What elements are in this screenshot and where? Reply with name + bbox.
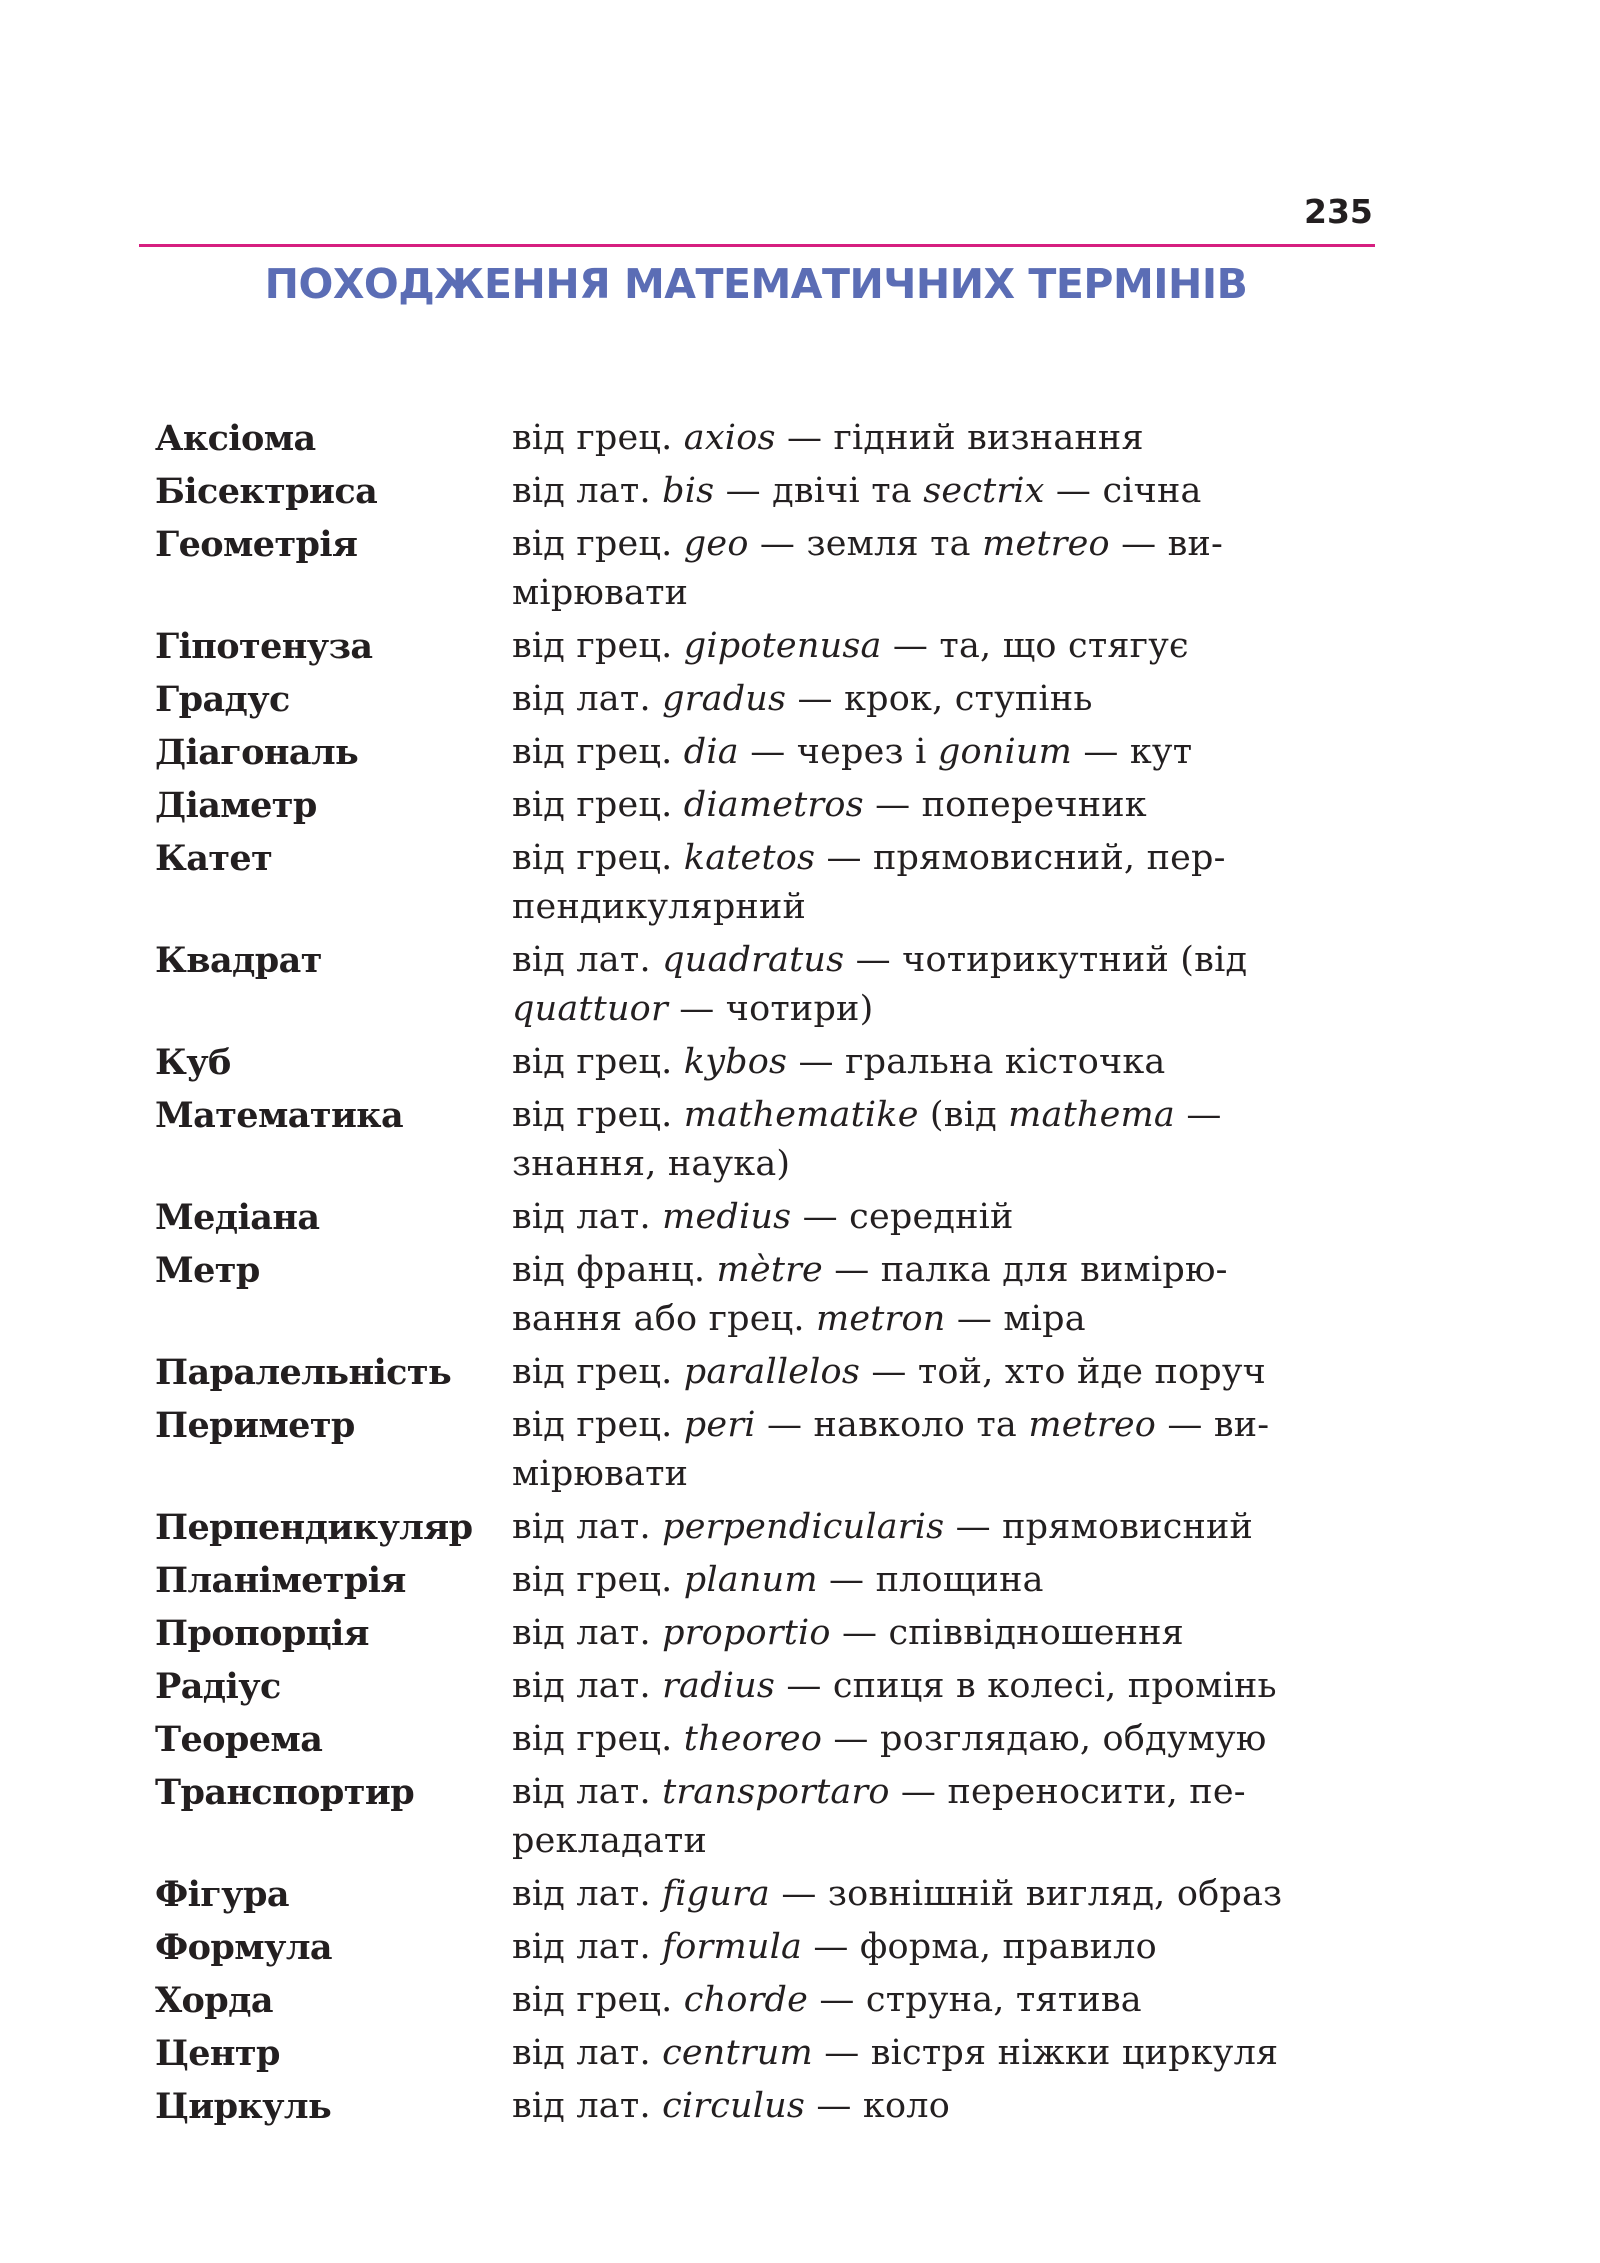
definition (512, 414, 1380, 463)
definition-text: пендикулярний (512, 887, 807, 927)
definition-text: від грец. (512, 838, 684, 878)
term: Фігура (155, 1874, 289, 1915)
definition-text: — спиця в колесі, промінь (775, 1666, 1277, 1706)
etymon: centrum (662, 2033, 813, 2073)
definition (512, 781, 1380, 830)
etymon: medius (662, 1197, 792, 1237)
glossary-entry (155, 675, 1380, 724)
definition-text: від грец. (512, 1042, 684, 1082)
glossary-entry (155, 1976, 1380, 2025)
term: Бісектриса (155, 471, 378, 512)
definition-text: (від (918, 1095, 1009, 1135)
etymon: proportio (662, 1613, 831, 1653)
definition-text: — прямовисний, пер- (815, 838, 1226, 878)
glossary-entry (155, 1246, 1380, 1344)
definition (512, 2082, 1380, 2131)
etymon: diametros (683, 785, 864, 825)
glossary-entry (155, 1715, 1380, 1764)
definition-text: від грец. (512, 418, 684, 458)
definition-text: — площина (817, 1560, 1044, 1600)
definition-text: мірювати (512, 573, 689, 613)
glossary-list (155, 414, 1380, 2135)
definition (512, 1091, 1380, 1189)
definition (512, 1662, 1380, 1711)
definition-text: від лат. (512, 2086, 663, 2126)
definition-text: — струна, тятива (808, 1980, 1142, 2020)
etymon: mètre (716, 1250, 823, 1290)
glossary-entry (155, 1556, 1380, 1605)
definition-text: рекладати (512, 1821, 708, 1861)
definition-text: — середній (791, 1197, 1014, 1237)
header-rule (139, 244, 1375, 247)
definition-text: — коло (805, 2086, 950, 2126)
term: Куб (155, 1042, 231, 1083)
definition-text: від лат. (512, 1197, 663, 1237)
definition (512, 1348, 1380, 1397)
term: Транспортир (155, 1772, 415, 1813)
glossary-entry (155, 1193, 1380, 1242)
glossary-entry (155, 1923, 1380, 1972)
term: Діагональ (155, 732, 359, 773)
definition-text: від франц. (512, 1250, 717, 1290)
definition (512, 622, 1380, 671)
definition-text: — чотири) (667, 989, 874, 1029)
etymon: mathematike (683, 1095, 919, 1135)
definition-text: — та, що стягує (881, 626, 1189, 666)
definition (512, 1870, 1380, 1919)
definition (512, 834, 1380, 932)
definition-text: від лат. (512, 1874, 663, 1914)
definition (512, 1715, 1380, 1764)
definition-text: від грец. (512, 732, 684, 772)
definition-text: — співвідношення (830, 1613, 1184, 1653)
etymon: figura (662, 1874, 770, 1914)
etymon: metreo (1028, 1405, 1157, 1445)
definition-text: — гідний визнання (775, 418, 1144, 458)
definition (512, 728, 1380, 777)
definition-text: — той, хто йде поруч (860, 1352, 1267, 1392)
glossary-entry (155, 520, 1380, 618)
etymon: quattuor (512, 989, 668, 1029)
definition-text: від лат. (512, 1507, 663, 1547)
definition-text: від грец. (512, 1719, 684, 1759)
glossary-entry (155, 2029, 1380, 2078)
etymon: gipotenusa (683, 626, 882, 666)
term: Гіпотенуза (155, 626, 373, 667)
glossary-entry (155, 622, 1380, 671)
definition-text: — навколо та (755, 1405, 1029, 1445)
definition-text: від лат. (512, 1927, 663, 1967)
definition-text: — прямовисний (944, 1507, 1254, 1547)
definition-text: — ви- (1109, 524, 1224, 564)
term: Теорема (155, 1719, 323, 1760)
etymon: mathema (1008, 1095, 1176, 1135)
term: Циркуль (155, 2086, 332, 2127)
definition (512, 1923, 1380, 1972)
definition-text: від грец. (512, 1095, 684, 1135)
glossary-entry (155, 1768, 1380, 1866)
etymon: metreo (982, 524, 1110, 564)
etymon: planum (683, 1560, 818, 1600)
etymon: gonium (937, 732, 1072, 772)
definition (512, 1768, 1380, 1866)
term: Перпендикуляр (155, 1507, 473, 1548)
glossary-entry (155, 1503, 1380, 1552)
definition-text: від лат. (512, 679, 663, 719)
definition-text: від грец. (512, 785, 684, 825)
definition-text: — палка для вимірю- (822, 1250, 1228, 1290)
definition-text: — кут (1072, 732, 1193, 772)
etymon: bis (662, 471, 715, 511)
definition-text: — двічі та (714, 471, 924, 511)
etymon: circulus (662, 2086, 806, 2126)
definition-text: — ви- (1156, 1405, 1270, 1445)
definition (512, 1246, 1380, 1344)
definition (512, 1503, 1380, 1552)
definition-text: — через і (738, 732, 938, 772)
definition (512, 1401, 1380, 1499)
term: Паралельність (155, 1352, 452, 1393)
term: Планіметрія (155, 1560, 406, 1601)
glossary-entry (155, 728, 1380, 777)
page-title: ПОХОДЖЕННЯ МАТЕМАТИЧНИХ ТЕРМІНІВ (264, 260, 1248, 308)
glossary-entry (155, 467, 1380, 516)
definition (512, 1038, 1380, 1087)
definition-text: від грец. (512, 1980, 684, 2020)
term: Геометрія (155, 524, 358, 565)
etymon: theoreo (683, 1719, 823, 1759)
definition-text: — вістря ніжки циркуля (812, 2033, 1279, 2073)
etymon: formula (662, 1927, 803, 1967)
etymon: dia (683, 732, 739, 772)
definition (512, 1556, 1380, 1605)
definition-text: від лат. (512, 1666, 663, 1706)
term: Діаметр (155, 785, 317, 826)
definition-text: мірювати (512, 1454, 689, 1494)
definition-text: — розглядаю, обдумую (822, 1719, 1267, 1759)
etymon: katetos (683, 838, 816, 878)
definition-text: від грец. (512, 626, 684, 666)
definition-text: — переносити, пе- (889, 1772, 1246, 1812)
glossary-entry (155, 936, 1380, 1034)
term: Аксіома (155, 418, 316, 459)
glossary-entry (155, 1038, 1380, 1087)
etymon: perpendicularis (662, 1507, 945, 1547)
glossary-entry (155, 2082, 1380, 2131)
term: Пропорція (155, 1613, 369, 1654)
definition-text: — чотирикутний (від (844, 940, 1248, 980)
definition-text: від лат. (512, 1772, 663, 1812)
definition-text: від лат. (512, 940, 663, 980)
term: Центр (155, 2033, 280, 2074)
etymon: quadratus (662, 940, 845, 980)
definition (512, 2029, 1380, 2078)
term: Квадрат (155, 940, 322, 981)
definition-text: — зовнішній вигляд, образ (770, 1874, 1283, 1914)
definition (512, 675, 1380, 724)
definition-text: знання, наука) (512, 1144, 791, 1184)
term: Градус (155, 679, 290, 720)
definition-text: від грец. (512, 1405, 684, 1445)
definition-text: — поперечник (863, 785, 1147, 825)
glossary-entry (155, 1401, 1380, 1499)
term: Катет (155, 838, 273, 879)
definition (512, 520, 1380, 618)
glossary-entry (155, 1348, 1380, 1397)
definition-text: — гральна кісточка (787, 1042, 1166, 1082)
definition (512, 936, 1380, 1034)
definition-text: від лат. (512, 471, 663, 511)
definition-text: — міра (945, 1299, 1086, 1339)
etymon: geo (683, 524, 749, 564)
definition-text: від лат. (512, 2033, 663, 2073)
term: Радіус (155, 1666, 281, 1707)
etymon: gradus (662, 679, 787, 719)
definition-text: вання або грец. (512, 1299, 816, 1339)
term: Хорда (155, 1980, 273, 2021)
glossary-entry (155, 834, 1380, 932)
definition-text: від грец. (512, 524, 684, 564)
term: Математика (155, 1095, 404, 1136)
etymon: peri (683, 1405, 756, 1445)
glossary-entry (155, 414, 1380, 463)
etymon: parallelos (683, 1352, 860, 1392)
definition (512, 1976, 1380, 2025)
glossary-entry (155, 781, 1380, 830)
definition (512, 1609, 1380, 1658)
glossary-entry (155, 1091, 1380, 1189)
etymon: sectrix (923, 471, 1045, 511)
term: Метр (155, 1250, 260, 1291)
etymon: chorde (683, 1980, 809, 2020)
definition-text: — земля та (748, 524, 983, 564)
definition-text: від грец. (512, 1560, 684, 1600)
page-number: 235 (1304, 192, 1373, 231)
etymon: radius (662, 1666, 775, 1706)
definition (512, 467, 1380, 516)
definition-text: від грец. (512, 1352, 684, 1392)
term: Медіана (155, 1197, 320, 1238)
definition-text: — крок, ступінь (786, 679, 1093, 719)
etymon: metron (815, 1299, 946, 1339)
etymon: axios (683, 418, 776, 458)
term: Периметр (155, 1405, 355, 1446)
glossary-entry (155, 1870, 1380, 1919)
etymon: kybos (683, 1042, 788, 1082)
definition-text: — (1175, 1095, 1222, 1135)
etymon: transportaro (662, 1772, 890, 1812)
glossary-entry (155, 1662, 1380, 1711)
term: Формула (155, 1927, 332, 1968)
glossary-entry (155, 1609, 1380, 1658)
definition-text: — форма, правило (802, 1927, 1157, 1967)
definition (512, 1193, 1380, 1242)
definition-text: від лат. (512, 1613, 663, 1653)
definition-text: — січна (1044, 471, 1202, 511)
